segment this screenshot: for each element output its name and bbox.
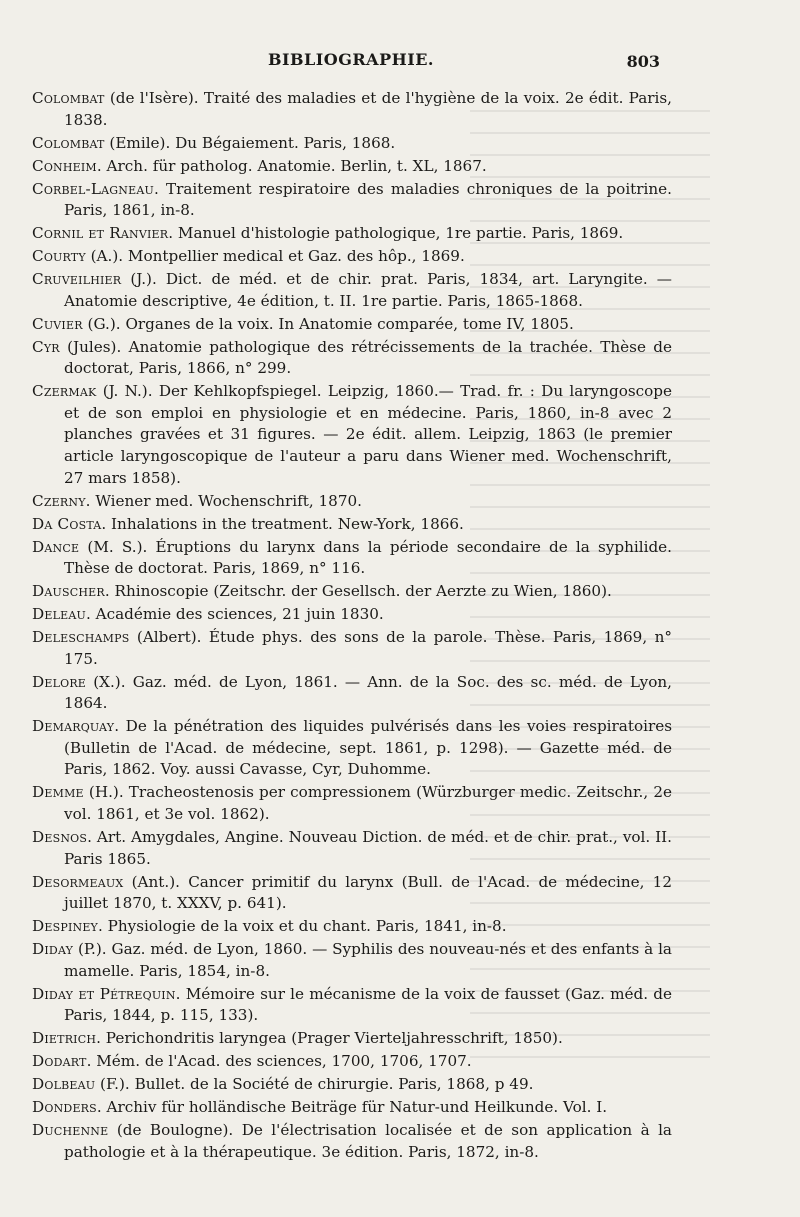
entry-text: (X.). Gaz. méd. de Lyon, 1861. — Ann. de la Soc. des sc. méd. de Lyon, 1864. (64, 672, 672, 713)
entry-author: Deleau (32, 605, 86, 624)
entry-author: Czerny (32, 491, 86, 510)
entry-text: (de l'Isère). Traité des maladies et de l'hygiène de la voix. 2e édit. Paris, 1838. (64, 89, 672, 129)
entry-text: (Emile). Du Bégaiement. Paris, 1868. (104, 133, 396, 152)
entry-text: (J.). Dict. de méd. et de chir. prat. Paris, 1834, art. Laryngite. — Anatomie descriptive, 4e édition, t. II. 1re partie. Paris, 1865-1868. (64, 270, 672, 310)
entry-text: . Traitement respiratoire des maladies chroniques de la poitrine. Paris, 1861, in-8. (64, 179, 672, 220)
entry-text: (Albert). Étude phys. des sons de la parole. Thèse. Paris, 1869, n° 175. (64, 628, 672, 668)
entry-text: (F.). Bullet. de la Société de chirurgie. Paris, 1868, p 49. (95, 1075, 534, 1094)
bibliography-entry (32, 1074, 672, 1096)
entry-text: (A.). Montpellier medical et Gaz. des hôp., 1869. (85, 247, 465, 266)
running-title: BIBLIOGRAPHIE. (268, 50, 434, 69)
bibliography-entry (32, 88, 672, 131)
entry-text: . Rhinoscopie (Zeitschr. der Gesellsch. der Aerzte zu Wien, 1860). (104, 582, 612, 601)
entry-text: . Physiologie de la voix et du chant. Paris, 1841, in-8. (98, 917, 507, 936)
bibliography-entry (32, 337, 672, 380)
page-header (0, 50, 800, 76)
entry-author: Cruveilhier (32, 270, 122, 289)
bibliography-entry (32, 782, 672, 825)
entry-author: Cornil et Ranvier (32, 224, 169, 243)
entry-author: Czermak (32, 382, 97, 401)
bibliography-entry (32, 314, 672, 336)
bibliography-entry (32, 223, 672, 245)
entry-author: Diday et Pétrequin (32, 984, 176, 1003)
bibliography-entry (32, 1028, 672, 1050)
entry-text: . Archiv für holländische Beiträge für Natur-und Heilkunde. Vol. I. (96, 1098, 608, 1117)
bibliography-entry (32, 581, 672, 603)
entry-text: (de Boulogne). De l'électrisation localisée et de son application à la pathologie et à la thérapeutique. 3e édition. Paris, 1872, in-8. (64, 1121, 672, 1161)
entry-text: (J. N.). Der Kehlkopfspiegel. Leipzig, 1860.— Trad. fr. : Du laryngoscope et de son emploi en physiologie et en médecine. Paris, 1860, in-8 avec 2 planches gravées et 31 figures. — 2e édit. allem. Leipzig, 1863 (le premier article laryngoscopique de l'auteur a paru dans Wiener med. Wochenschrift, 27 mars 1858). (64, 382, 672, 487)
entry-author: Delore (32, 672, 87, 691)
entry-text: . De la pénétration des liquides pulvérisés dans les voies respiratoires (Bulletin de l'Acad. de médecine, sept. 1861, p. 1298). — Gazette méd. de Paris, 1862. Voy. aussi Cavasse, Cyr, Duhomme. (64, 717, 672, 779)
bibliography-entry (32, 939, 672, 982)
bibliography-entry (32, 491, 672, 513)
entry-author: Donders (32, 1098, 97, 1117)
entry-author: Corbel-Lagneau (32, 179, 154, 198)
entry-author: Desnos (32, 828, 88, 847)
entry-text: (Ant.). Cancer primitif du larynx (Bull. de l'Acad. de médecine, 12 juillet 1870, t. XXXV, p. 641). (64, 872, 672, 913)
bibliography-entry (32, 537, 672, 580)
entry-author: Diday (32, 940, 74, 959)
entry-author: Colombat (32, 89, 105, 107)
entry-text: . Mém. de l'Acad. des sciences, 1700, 1706, 1707. (86, 1052, 472, 1071)
bibliography-entry (32, 1051, 672, 1073)
entry-text: . Art. Amygdales, Angine. Nouveau Diction. de méd. et de chir. prat., vol. II. Paris 1865. (64, 828, 672, 868)
entry-text: . Wiener med. Wochenschrift, 1870. (85, 491, 362, 510)
page-number: 803 (626, 52, 660, 71)
entry-text: . Manuel d'histologie pathologique, 1re partie. Paris, 1869. (168, 224, 624, 243)
entry-text: . Académie des sciences, 21 juin 1830. (85, 605, 384, 624)
bibliography-entry (32, 246, 672, 268)
entry-text: . Arch. für patholog. Anatomie. Berlin, t. XL, 1867. (96, 156, 487, 175)
bibliography-entry (32, 604, 672, 626)
entry-author: Dauscher (32, 582, 105, 601)
entry-author: Dodart (32, 1052, 87, 1071)
bibliography-entry (32, 872, 672, 915)
bibliography-entry (32, 156, 672, 178)
entry-author: Duchenne (32, 1121, 109, 1140)
entry-author: Cyr (32, 337, 60, 356)
bibliography-entry (32, 1097, 672, 1119)
entry-author: Da Costa (32, 514, 102, 533)
bibliography-entry (32, 179, 672, 222)
entry-author: Colombat (32, 133, 105, 152)
entry-text: (G.). Organes de la voix. In Anatomie comparée, tome IV, 1805. (82, 314, 574, 333)
entry-author: Demme (32, 783, 84, 802)
bibliography-entry (32, 716, 672, 781)
bibliography-entry (32, 672, 672, 715)
bibliography-entry (32, 827, 672, 870)
bibliography-entry (32, 1120, 672, 1163)
entry-author: Dolbeau (32, 1075, 96, 1094)
entry-author: Dietrich (32, 1029, 97, 1048)
entry-text: . Mémoire sur le mécanisme de la voix de fausset (Gaz. méd. de Paris, 1844, p. 115, 133). (64, 984, 672, 1025)
bibliography-entry (32, 627, 672, 670)
bibliography-entry (32, 269, 672, 312)
entry-author: Conheim (32, 156, 97, 175)
entry-text: . Perichondritis laryngea (Prager Vierteljahresschrift, 1850). (96, 1029, 563, 1048)
entry-text: (H.). Tracheostenosis per compressionem (Würzburger medic. Zeitschr., 2e vol. 1861, et 3e vol. 1862). (64, 783, 672, 824)
bibliography-entry (32, 133, 672, 155)
entry-author: Cuvier (32, 314, 83, 333)
entry-author: Desormeaux (32, 872, 124, 891)
bibliography-list (32, 88, 672, 1165)
entry-text: (P.). Gaz. méd. de Lyon, 1860. — Syphilis des nouveau-nés et des enfants à la mamelle. Paris, 1854, in-8. (64, 940, 672, 980)
entry-author: Deleschamps (32, 628, 130, 647)
entry-text: (Jules). Anatomie pathologique des rétrécissements de la trachée. Thèse de doctorat, Paris, 1866, n° 299. (59, 337, 672, 378)
entry-author: Dance (32, 537, 80, 556)
bibliography-entry (32, 916, 672, 938)
bibliography-entry (32, 984, 672, 1027)
entry-author: Courty (32, 247, 86, 266)
entry-text: . Inhalations in the treatment. New-York, 1866. (101, 514, 464, 533)
bibliography-entry (32, 381, 672, 489)
bibliography-entry (32, 514, 672, 536)
entry-author: Demarquay (32, 717, 115, 736)
entry-author: Despiney (32, 917, 99, 936)
entry-text: (M. S.). Éruptions du larynx dans la période secondaire de la syphilide. Thèse de doctorat. Paris, 1869, n° 116. (64, 537, 672, 578)
